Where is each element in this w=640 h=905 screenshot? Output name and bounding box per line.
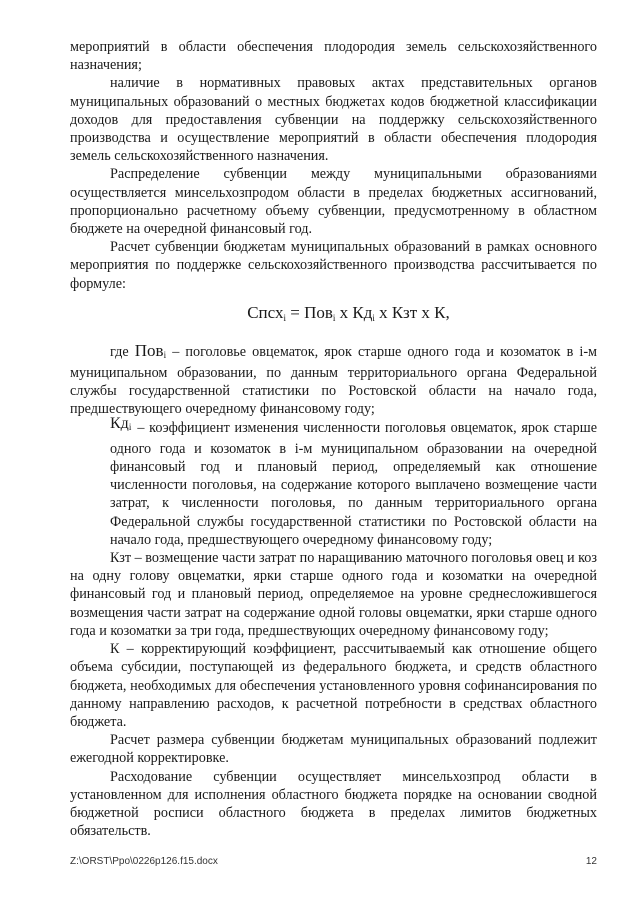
page-number: 12 <box>585 856 597 867</box>
paragraph-budget-codes: наличие в нормативных правовых актах представительных органов муниципальных образований о местных бюджетах кодов бюджетной классификации доходов для предоставления субвенции на поддержку сельскохозяйственного производства и осуществление мероприятий в области обеспечения плодородия земель сельскохозяйственного назначения. <box>70 75 597 165</box>
formula-sub-i-2: i <box>332 312 336 323</box>
formula-eq: = <box>285 302 305 322</box>
formula-sub-i-3: i <box>372 312 375 323</box>
formula <box>70 302 597 329</box>
symbol-pov <box>135 341 166 360</box>
symbol-kd-sub: i <box>128 421 132 432</box>
formula-rest: x Кзт x К, <box>374 302 450 322</box>
paragraph-continuation: мероприятий в области обеспечения плодородия земель сельскохозяйственного назначения; <box>70 39 597 74</box>
symbol-pov-text: Пов <box>134 340 164 360</box>
symbol-pov-sub: i <box>163 349 167 360</box>
paragraph-kzt-definition: Кзт – возмещение части затрат по наращиванию маточного поголовья овец и коз на одну голову овцематки, ярки старше одного года и козоматки на очередной финансовый год и плановый период, определяемое на уровне среднесложившегося возмещения части затрат на содержание одной головы овцематки, ярки старше одного года и козоматки за три года, предшествующих очередному финансовому году; <box>70 550 597 639</box>
footer-file-path: Z:\ORST\Ppo\0226p126.f15.docx <box>70 856 218 867</box>
paragraph-spending: Расходование субвенции осуществляет минсельхозпрод области в установленном для исполнения областного бюджета порядке на основании сводной бюджетной росписи областного бюджета в пределах лимитов бюджетных обязательств. <box>70 768 597 840</box>
pov-description: – поголовье овцематок, ярок старше одного года и козоматок в i-м муниципальном образовании, по данным территориального органа Федеральной службы государственной статистики по Ростовской области на начало года, предшествующего очередному финансовому году; <box>70 343 598 418</box>
paragraph-k-definition: К – корректирующий коэффициент, рассчитываемый как отношение общего объема субсидии, поступающей из федерального бюджета, и средств областного бюджета, необходимых для обеспечения установленного уровня софинансирования по данному направлению расходов, к расчетной потребности в средствах областного бюджета. <box>70 641 597 730</box>
document-body <box>70 38 597 840</box>
symbol-kd <box>110 415 131 432</box>
paragraph-kd-definition <box>70 414 597 549</box>
formula-spsh: Спсх <box>247 302 284 322</box>
kd-description: – коэффициент изменения численности поголовья овцематок, ярок старше одного года и козоматок в i-м муниципальном образовании на очередной финансовый год и плановый период, определяемый как отношение численности поголовья, на содержание которого выплачено возмещение части затрат, к численности поголовья, по данным территориального органа Федеральной службы государственной статистики по Ростовской области на начало года, предшествующего очередному финансовому году; <box>110 419 597 548</box>
formula-sub-i-1: i <box>283 312 286 323</box>
symbol-kd-text: Кд <box>110 414 129 432</box>
paragraph-adjustment: Расчет размера субвенции бюджетам муниципальных образований подлежит ежегодной корректировке. <box>70 732 597 767</box>
formula-kd: Кд <box>352 302 373 322</box>
word-gde: где <box>110 343 129 360</box>
formula-x: x <box>335 302 353 322</box>
paragraph-distribution: Распределение субвенции между муниципальными образованиями осуществляется минсельхозпродом области в пределах бюджетных ассигнований, пропорционально расчетному объему субвенции, предусмотренному в областном бюджете на очередной финансовый год. <box>70 166 597 238</box>
paragraph-pov-definition <box>70 342 597 419</box>
formula-pov: Пов <box>304 302 333 322</box>
paragraph-calculation-intro: Расчет субвенции бюджетам муниципальных образований в рамках основного мероприятия по поддержке сельскохозяйственного производства рассчитывается по формуле: <box>70 239 597 292</box>
